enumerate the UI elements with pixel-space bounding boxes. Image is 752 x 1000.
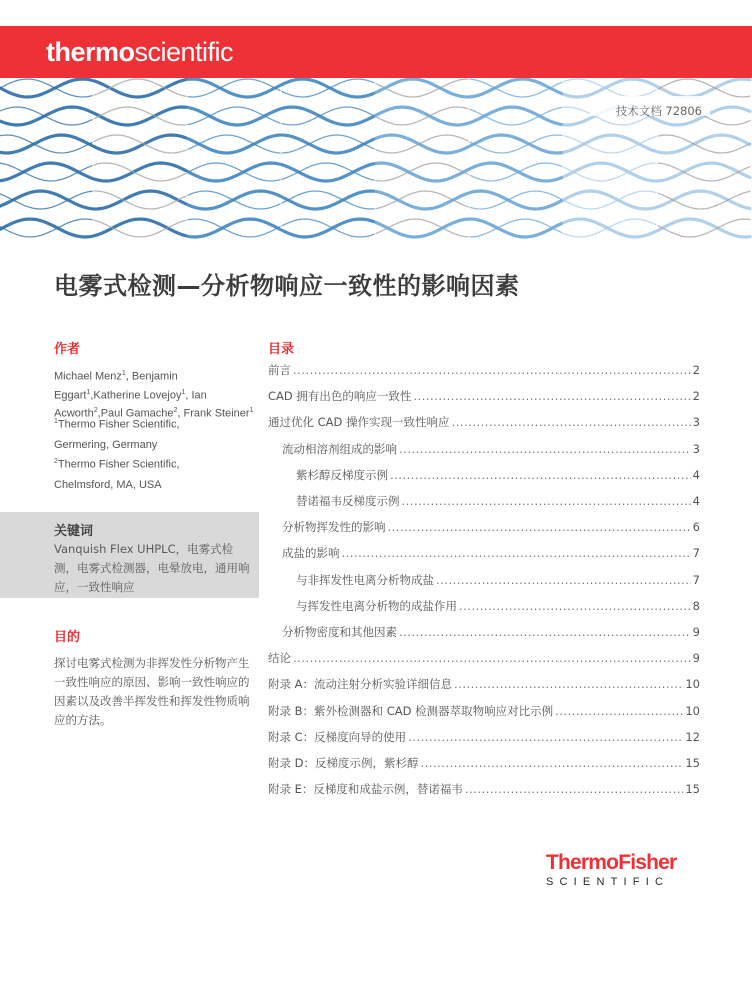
toc-entry-label: 替诺福韦反梯度示例 (296, 494, 400, 508)
toc-entry-page: 9 (692, 625, 700, 639)
toc-entry[interactable] (282, 519, 700, 535)
author-affiliation-mark: 2 (93, 407, 98, 415)
toc-entry-page: 12 (685, 729, 700, 744)
affiliation-org: Thermo Fisher Scientific, (57, 418, 180, 431)
toc-leader-dots (293, 651, 691, 665)
toc-entry-label: 流动相溶剂组成的影响 (282, 441, 397, 456)
author-list: Michael Menz$^1$, Benjamin Eggart$^1$,Katherine Lovejoy$^1$, Ian Acworth$^2$,Paul Gamache$^2$, Frank Steiner$^1$ (54, 370, 254, 420)
toc-entry-label: 附录 A：流动注射分析实验详细信息 (268, 677, 453, 692)
toc-entry-page: 10 (685, 677, 700, 692)
wave-line (94, 220, 186, 237)
affiliation-item (54, 412, 259, 455)
wave-line (282, 79, 374, 97)
toc-leader-dots (408, 730, 683, 744)
toc-entry-label: 附录 D：反梯度示例，紫杉醇 (268, 756, 419, 770)
toc-entry[interactable] (268, 388, 700, 404)
wave-line (94, 163, 186, 181)
toc-leader-dots (390, 468, 691, 482)
toc-entry[interactable] (282, 624, 700, 640)
toc-entry-label: 分析物密度和其他因素 (282, 625, 397, 639)
author-affiliation-mark: 2 (173, 407, 178, 415)
document-number: 技术文档 72806 (615, 104, 702, 118)
toc-leader-dots (399, 442, 691, 456)
toc-entry-page: 3 (692, 441, 700, 456)
toc-leader-dots (413, 389, 690, 403)
wave-line (94, 135, 186, 153)
wave-line (470, 163, 562, 181)
toc-entry-label: 附录 E：反梯度和成盐示例，替诺福韦 (268, 782, 463, 797)
toc-entry-page: 9 (692, 651, 700, 666)
wave-line (282, 219, 374, 237)
toc-entry-label: 成盐的影响 (282, 546, 340, 561)
toc-heading: 目录 (268, 342, 295, 357)
wave-line (0, 107, 92, 125)
toc-entry-page: 15 (685, 756, 700, 770)
affiliation-item (54, 452, 259, 495)
thermo-fisher-logo-wordmark: ThermoFisher (546, 851, 677, 874)
author-affiliation-mark: 1 (121, 370, 126, 377)
toc-entry-label: 与挥发性电离分析物的成盐作用 (296, 598, 457, 613)
toc-entry[interactable] (296, 572, 700, 588)
author-affiliation-mark: 1 (249, 407, 254, 415)
wave-line (376, 135, 468, 153)
authors-heading: 作者 (54, 342, 81, 357)
toc-entry-page: 8 (692, 598, 700, 613)
toc-leader-dots (459, 599, 691, 613)
author-name: Ian Acworth (54, 389, 207, 420)
thermo-scientific-logo: thermoscientific (46, 37, 234, 67)
toc-entry-page: 4 (692, 494, 700, 508)
toc-entry[interactable] (268, 729, 700, 745)
toc-leader-dots (342, 546, 691, 560)
wave-line (188, 191, 280, 209)
affiliation-location: Germering, Germany (54, 438, 158, 451)
toc-leader-dots (436, 573, 691, 587)
thermo-fisher-logo-subline: SCIENTIFIC (546, 876, 670, 888)
wave-line (376, 219, 468, 237)
author-name: Katherine Lovejoy (93, 389, 182, 402)
wave-line (564, 219, 656, 237)
toc-entry[interactable] (296, 467, 700, 483)
toc-entry-label: 通过优化 CAD 操作实现一致性响应 (268, 415, 450, 430)
toc-entry[interactable] (268, 781, 700, 797)
toc-entry-label: CAD 拥有出色的响应一致性 (268, 389, 412, 404)
purpose-heading: 目的 (54, 630, 81, 645)
purpose-text: 探讨电雾式检测为非挥发性分析物产生一致性响应的原因、影响一致性响应的因素以及改善半挥发性和挥发性物质响应的方法。 (54, 656, 250, 727)
thermo-fisher-logo (546, 852, 702, 889)
toc-entry-page: 10 (685, 703, 700, 718)
wave-line (470, 79, 562, 97)
toc-entry-page: 3 (692, 415, 700, 430)
toc-leader-dots (399, 625, 691, 639)
author-name: Michael Menz (54, 370, 122, 383)
wave-line (470, 107, 562, 125)
author-affiliation-mark: 1 (181, 388, 186, 396)
toc-leader-dots (452, 415, 691, 429)
page-title: 电雾式检测—分析物响应一致性的影响因素 (54, 272, 520, 300)
affiliation-mark: 2 (54, 458, 58, 465)
toc-entry[interactable] (282, 545, 700, 561)
toc-entry[interactable] (296, 493, 700, 509)
toc-leader-dots (421, 756, 684, 770)
toc-entry-page: 2 (692, 389, 700, 404)
affiliation-location: Chelmsford, MA, USA (54, 478, 162, 491)
wave-line (564, 135, 656, 152)
toc-leader-dots (555, 704, 683, 718)
wave-line (188, 219, 280, 237)
toc-entry[interactable] (268, 414, 700, 430)
wave-line (658, 163, 750, 181)
toc-entry-page: 4 (692, 467, 700, 482)
toc-entry-page: 2 (692, 363, 700, 377)
toc-entry-label: 分析物挥发性的影响 (282, 520, 386, 535)
wave-line (564, 79, 656, 97)
author-name: Frank Steiner (183, 407, 250, 420)
toc-entry-page: 6 (692, 520, 700, 535)
toc-entry[interactable] (268, 676, 700, 692)
toc-entry-label: 附录 C：反梯度向导的使用 (268, 729, 407, 744)
author-name: Benjamin Eggart (54, 370, 178, 402)
toc-entry-label: 附录 B：紫外检测器和 CAD 检测器萃取物响应对比示例 (268, 703, 554, 718)
author-name: Paul Gamache (100, 407, 174, 420)
keywords-heading: 关键词 (54, 524, 94, 539)
toc-entry-page: 7 (692, 572, 700, 587)
wave-line (282, 164, 374, 181)
toc-entry-page: 7 (692, 546, 700, 561)
toc-leader-dots (293, 363, 691, 377)
toc-entry-label: 紫杉醇反梯度示例 (296, 467, 388, 482)
affiliation-org: Thermo Fisher Scientific, (57, 458, 180, 471)
toc-leader-dots (388, 520, 691, 534)
toc-entry[interactable] (282, 441, 700, 457)
toc-entry-label: 前言 (268, 363, 291, 377)
toc-entry[interactable] (268, 755, 700, 771)
author-affiliation-mark: 1 (86, 388, 91, 396)
toc-entry-label: 结论 (268, 651, 291, 666)
toc-entry-page: 15 (685, 782, 700, 797)
wave-line (94, 219, 186, 236)
toc-entry[interactable] (268, 650, 700, 666)
toc-entry[interactable] (296, 598, 700, 614)
wave-line (0, 219, 92, 237)
toc-leader-dots (465, 782, 683, 796)
affiliation-mark: 1 (54, 418, 58, 425)
toc-leader-dots (402, 494, 691, 508)
toc-leader-dots (454, 677, 683, 691)
toc-entry[interactable] (268, 703, 700, 719)
toc-entry-label: 与非挥发性电离分析物成盐 (296, 572, 434, 587)
keywords-text: Vanquish Flex UHPLC，电雾式检测，电雾式检测器，电晕放电，通用响应，一致性响应 (54, 542, 250, 594)
toc-entry[interactable] (268, 362, 700, 378)
wave-line (94, 80, 186, 97)
